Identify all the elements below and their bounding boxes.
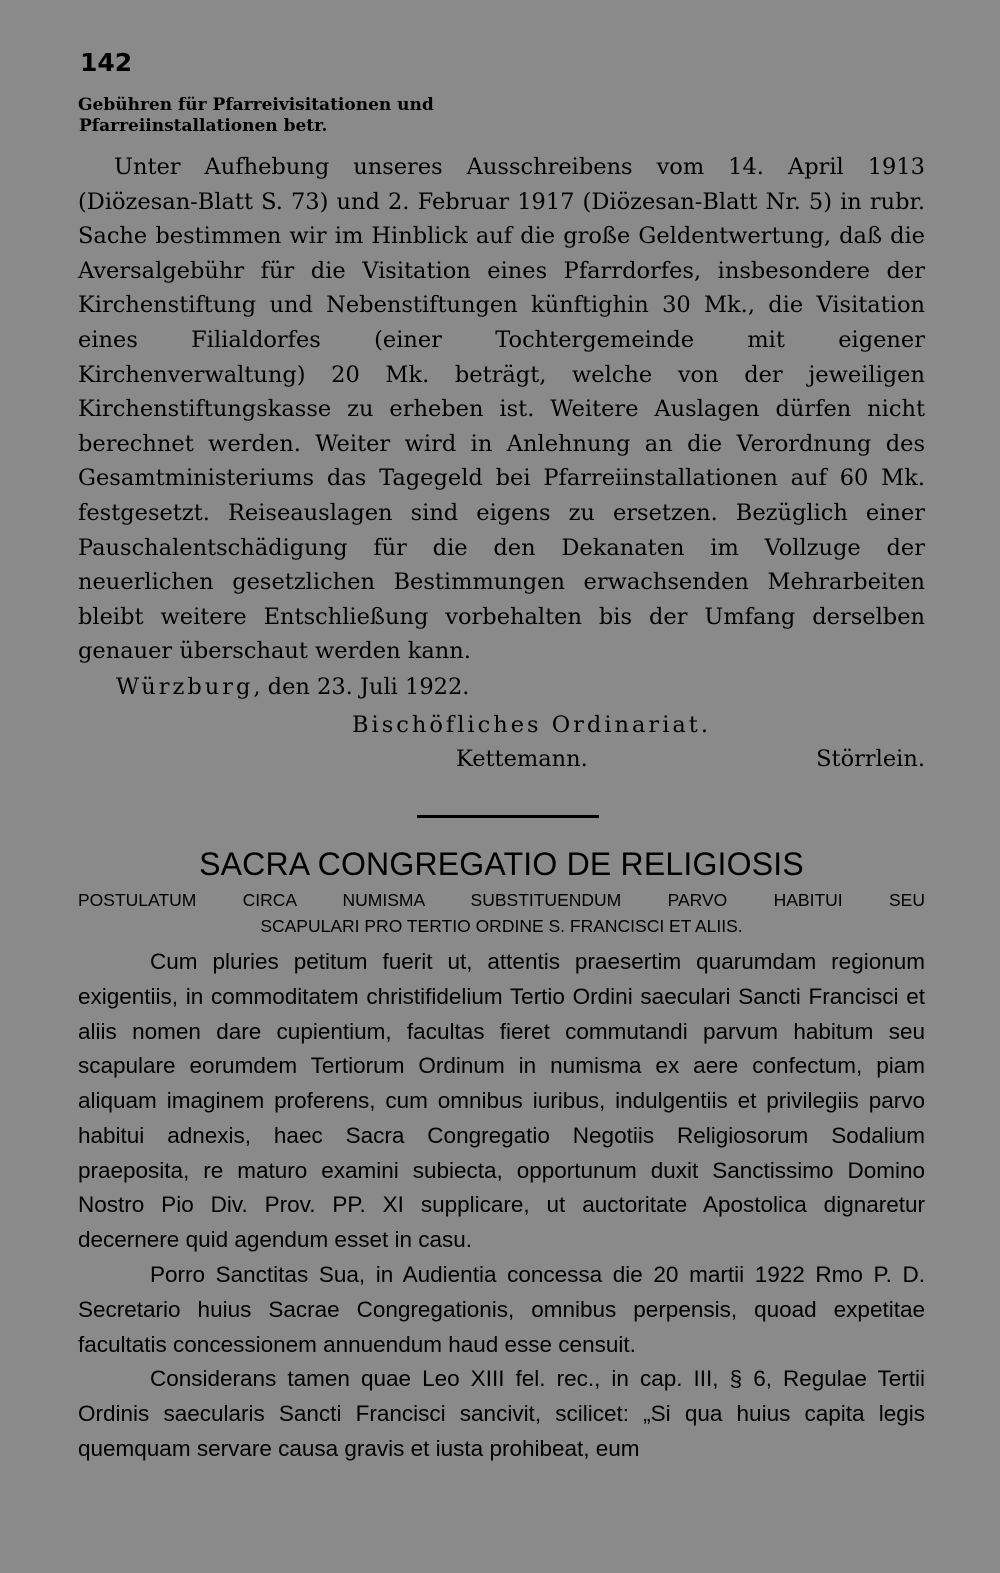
place-date-line — [116, 670, 925, 705]
latin-paragraph-1: Cum pluries petitum fuerit ut, attentis praesertim quarumdam regionum exigentiis, in commoditatem christifidelium Tertio Ordini saeculari Sancti Francisci et aliis nomen dare cupientium, facultas fieret commutandi parvum habitum seu scapulare eorumdem Tertiorum Ordinum in numisma ex aere confectum, piam aliquam imaginem proferens, cum omnibus iuribus, indulgentiis et privilegiis parvo habitui adnexis, haec Sacra Congregatio Negotiis Religiosorum Sodalium praeposita, re maturo examini subiecta, opportunum duxit Sanctissimo Domino Nostro Pio Div. Prov. PP. XI supplicare, ut auctoritate Apostolica dignaretur decernere quid agendum esset in casu. — [78, 948, 925, 1253]
latin-section-subtitle — [78, 887, 925, 939]
latin-subtitle-line-1: POSTULATUM CIRCA NUMISMA SUBSTITUENDUM PARVO HABITUI SEU — [78, 889, 925, 910]
latin-section-title: SACRA CONGREGATIO DE RELIGIOSIS — [199, 845, 804, 882]
latin-section-body — [78, 945, 925, 1467]
german-section-heading — [78, 95, 925, 137]
place-name: Würzburg — [116, 673, 254, 700]
signature-right: Störrlein. — [816, 745, 925, 772]
latin-paragraph-3: Considerans tamen quae Leo XIII fel. rec., in cap. III, § 6, Regulae Tertii Ordinis saecularis Sancti Francisci sancivit, scilicet: „Si qua huius capita legis quemquam servare causa gravis et iusta prohibeat, eum — [78, 1366, 925, 1462]
date-text: , den 23. Juli 1922. — [253, 673, 470, 700]
german-paragraph: Unter Aufhebung unseres Ausschreibens vom 14. April 1913 (Diözesan-Blatt S. 73) und 2. Februar 1917 (Diözesan-Blatt Nr. 5) in rubr. Sache bestimmen wir im Hinblick auf die große Geldentwertung, daß die Aversalgebühr für die Visitation eines Pfarrdorfes, insbesondere der Kirchenstiftung und Nebenstiftungen künftighin 30 Mk., die Visitation eines Filialdorfes (einer Tochtergemeinde mit eigener Kirchenverwaltung) 20 Mk. beträgt, welche von der jeweiligen Kirchenstiftungskasse zu erheben ist. Weitere Auslagen dürfen nicht berechnet werden. Weiter wird in Anlehnung an die Verordnung des Gesamtministeriums das Tagegeld bei Pfarreiinstallationen auf 60 Mk. festgesetzt. Reiseauslagen sind eigens zu ersetzen. Bezüglich einer Pauschalentschädigung für die den Dekanaten im Vollzuge der neuerlichen gesetzlichen Bestimmungen erwachsenden Mehrarbeiten bleibt weitere Entschließung vorbehalten bis der Umfang derselben genauer überschaut werden kann. — [78, 154, 925, 665]
signatures-row — [78, 743, 925, 775]
german-section-body — [78, 150, 925, 669]
german-heading-line-2: Pfarreiinstallationen betr. — [79, 116, 328, 136]
latin-paragraph-2: Porro Sanctitas Sua, in Audientia concessa die 20 martii 1922 Rmo P. D. Secretario huius Sacrae Congregationis, omnibus perpensis, quoad expetitae facultatis concessionem annuendum haud esse censuit. — [78, 1262, 925, 1357]
german-heading-line-1: Gebühren für Pfarreivisitationen und — [78, 95, 434, 115]
page-number: 142 — [80, 48, 133, 77]
signature-left: Kettemann. — [456, 745, 588, 772]
latin-subtitle-line-2: SCAPULARI PRO TERTIO ORDINE S. FRANCISCI ET ALIIS. — [260, 915, 743, 936]
section-divider — [417, 815, 599, 818]
issuer-line: Bischöfliches Ordinariat. — [351, 711, 711, 738]
